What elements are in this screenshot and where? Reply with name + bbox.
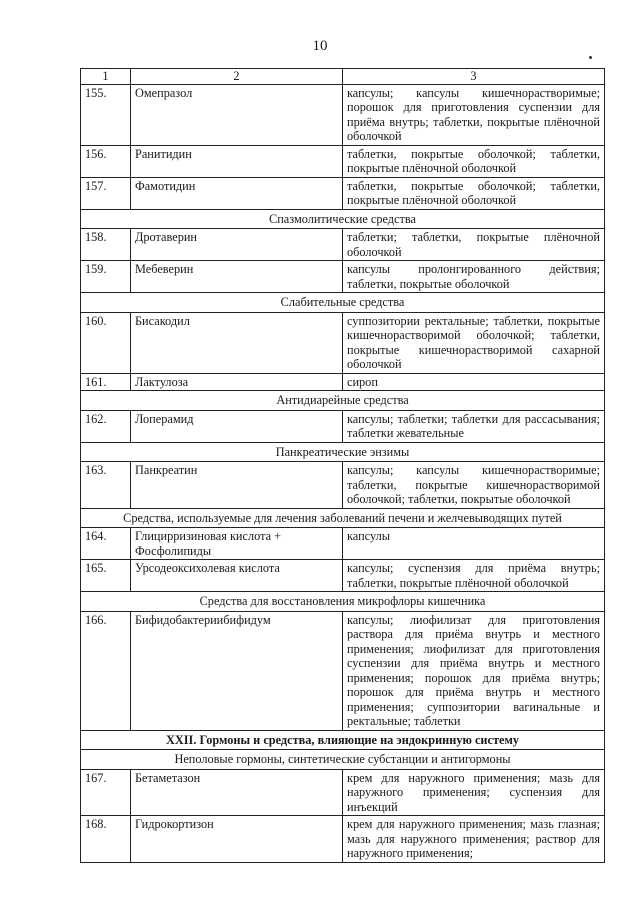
table-row [81,611,605,730]
dosage-forms: таблетки, покрытые оболочкой; таблетки, покрытые плёночной оболочкой [343,177,605,209]
table-row [81,261,605,293]
item-number: 164. [81,528,131,560]
drug-name: Бисакодил [131,312,343,373]
dosage-forms: капсулы пролонгированного действия; таблетки, покрытые оболочкой [343,261,605,293]
table-row [81,373,605,391]
section-title: Неполовые гормоны, синтетические субстанции и антигормоны [81,750,605,770]
dosage-forms: сироп [343,373,605,391]
drug-name: Омепразол [131,84,343,145]
section-title: Слабительные средства [81,293,605,313]
item-number: 161. [81,373,131,391]
item-number: 168. [81,816,131,863]
section-heading-row [81,508,605,528]
dosage-forms: капсулы; лиофилизат для приготовления раствора для приёма внутрь и местного применения; лиофилизат для приготовления суспензии для приёма внутрь и местного применения; порошок для приёма внутрь; порошок для приёма внутрь и местного применения; суппозитории вагинальные и ректальные; таблетки [343,611,605,730]
column-header: 2 [131,69,343,85]
section-title: Средства, используемые для лечения заболеваний печени и желчевыводящих путей [81,508,605,528]
section-heading-row [81,442,605,462]
table-row [81,410,605,442]
item-number: 165. [81,560,131,592]
drug-name: Урсодеоксихолевая кислота [131,560,343,592]
dosage-forms: суппозитории ректальные; таблетки, покрытые кишечнорастворимой оболочкой; таблетки, покрытые кишечнорастворимой сахарной оболочкой [343,312,605,373]
table-row [81,816,605,863]
drug-name: Гидрокортизон [131,816,343,863]
section-heading-row [81,391,605,411]
item-number: 162. [81,410,131,442]
table-row [81,312,605,373]
drug-name: Глицирризиновая кислота + Фосфолипиды [131,528,343,560]
dosage-forms: капсулы; суспензия для приёма внутрь; таблетки, покрытые плёночной оболочкой [343,560,605,592]
table-row [81,229,605,261]
drug-name: Бетаметазон [131,769,343,816]
dosage-forms: капсулы; таблетки; таблетки для рассасывания; таблетки жевательные [343,410,605,442]
item-number: 156. [81,145,131,177]
table-row [81,528,605,560]
section-title: Спазмолитические средства [81,209,605,229]
table-row [81,145,605,177]
dosage-forms: таблетки; таблетки, покрытые плёночной оболочкой [343,229,605,261]
drug-name: Фамотидин [131,177,343,209]
item-number: 160. [81,312,131,373]
column-header: 3 [343,69,605,85]
dosage-forms: таблетки, покрытые оболочкой; таблетки, покрытые плёночной оболочкой [343,145,605,177]
dosage-forms: капсулы [343,528,605,560]
section-heading-row [81,209,605,229]
scan-speck [589,56,592,59]
section-heading-row [81,750,605,770]
chapter-title: XXII. Гормоны и средства, влияющие на эндокринную систему [81,730,605,750]
section-title: Панкреатические энзимы [81,442,605,462]
item-number: 155. [81,84,131,145]
page-number: 10 [312,38,328,54]
drug-name: Бифидобактериибифидум [131,611,343,730]
item-number: 158. [81,229,131,261]
drug-name: Панкреатин [131,462,343,509]
table-row [81,560,605,592]
section-heading-row [81,592,605,612]
dosage-forms: капсулы; капсулы кишечнорастворимые; таблетки, покрытые кишечнорастворимой оболочкой; таблетки, покрытые оболочкой [343,462,605,509]
item-number: 159. [81,261,131,293]
item-number: 166. [81,611,131,730]
section-title: Средства для восстановления микрофлоры кишечника [81,592,605,612]
drug-name: Лактулоза [131,373,343,391]
dosage-forms: крем для наружного применения; мазь для наружного применения; суспензия для инъекций [343,769,605,816]
item-number: 167. [81,769,131,816]
table-row [81,84,605,145]
drug-name: Лоперамид [131,410,343,442]
drug-name: Мебеверин [131,261,343,293]
dosage-forms: капсулы; капсулы кишечнорастворимые; порошок для приготовления суспензии для приёма внутрь; таблетки, покрытые плёночной оболочкой [343,84,605,145]
drug-name: Ранитидин [131,145,343,177]
table-header-row [81,69,605,85]
column-header: 1 [81,69,131,85]
section-heading-row [81,293,605,313]
item-number: 163. [81,462,131,509]
drug-list-table [80,68,605,863]
chapter-heading-row [81,730,605,750]
item-number: 157. [81,177,131,209]
dosage-forms: крем для наружного применения; мазь глазная; мазь для наружного применения; раствор для наружного применения; [343,816,605,863]
drug-name: Дротаверин [131,229,343,261]
table-row [81,769,605,816]
table-row [81,462,605,509]
section-title: Антидиарейные средства [81,391,605,411]
table-row [81,177,605,209]
